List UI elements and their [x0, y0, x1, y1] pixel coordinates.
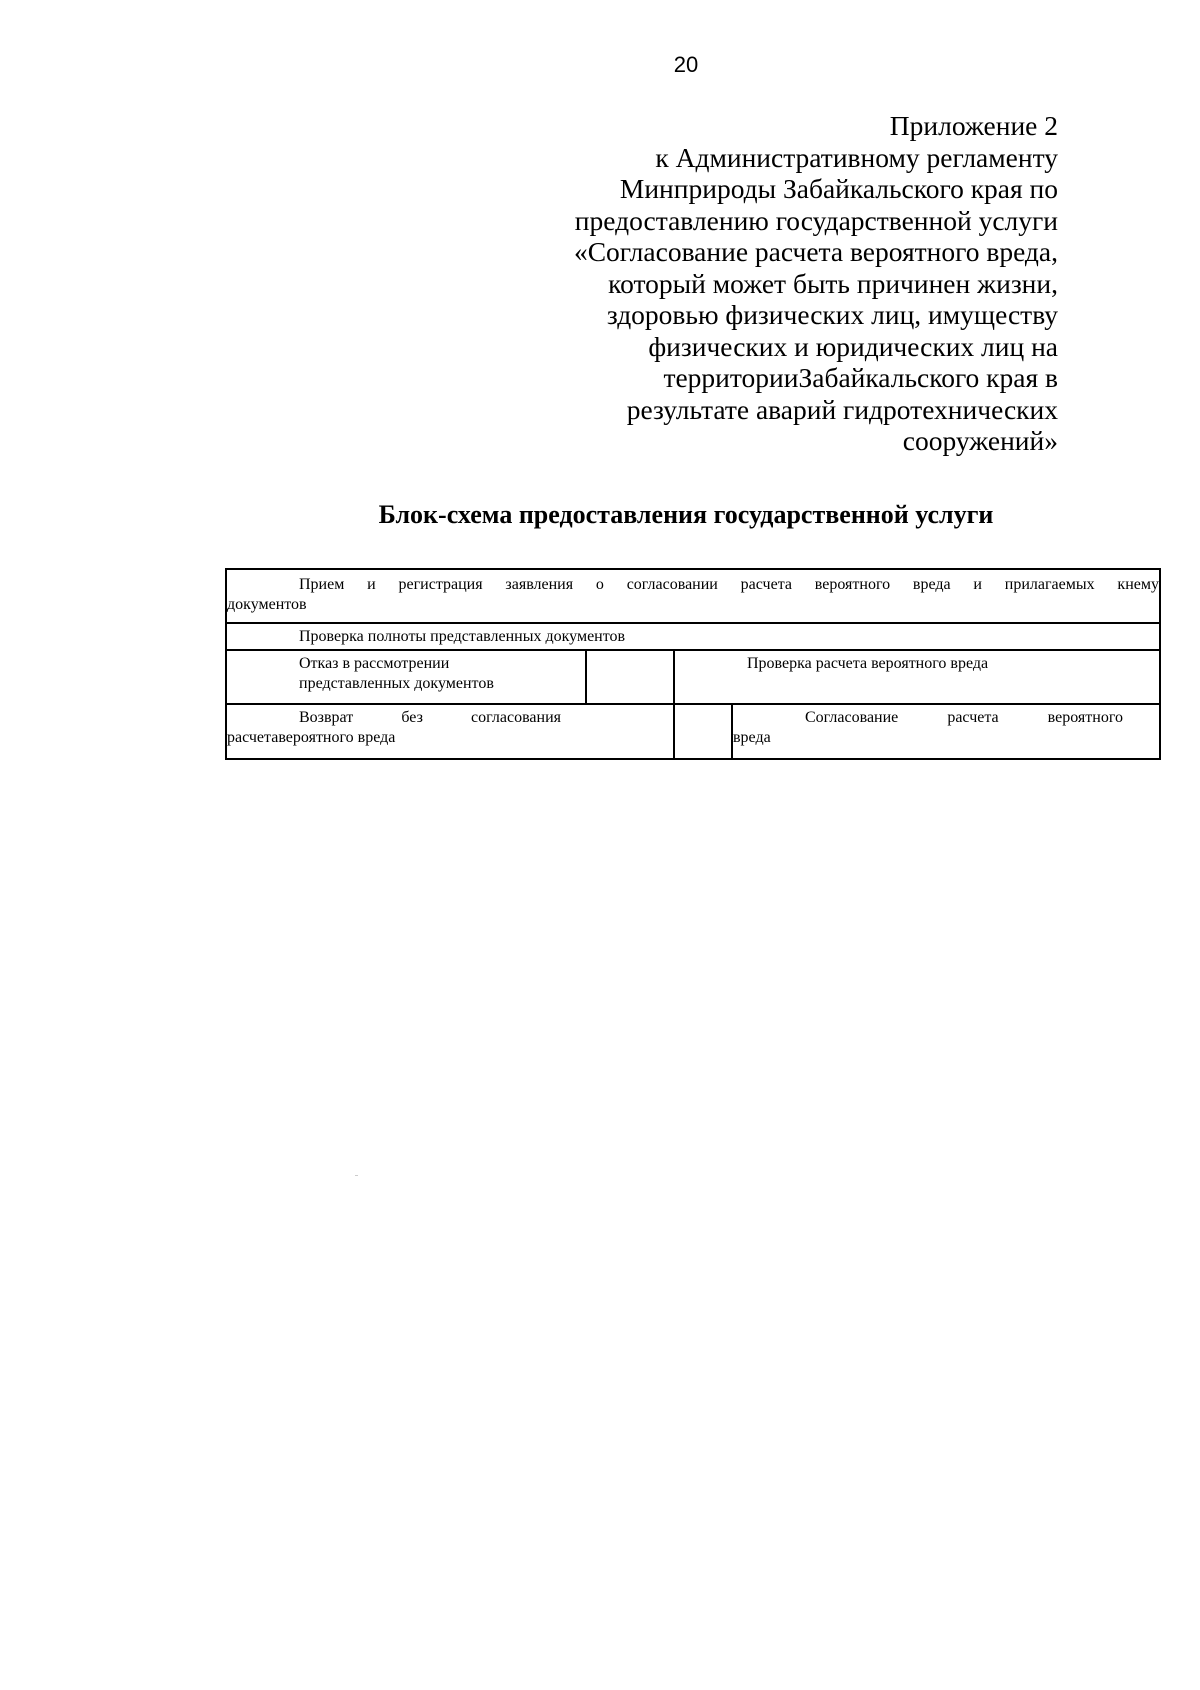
appendix-header: [438, 110, 1058, 457]
appendix-line: территорииЗабайкальского края в: [663, 362, 1058, 393]
flowchart-step-return: [227, 705, 675, 758]
flowchart-step-calculation-check: [675, 651, 1159, 703]
step-text: вреда: [733, 729, 771, 746]
flowchart-step-completeness-check: [227, 624, 1159, 651]
document-title: Блок-схема предоставления государственной услуги: [378, 500, 994, 529]
step-text: документов: [227, 596, 307, 613]
flowchart-spacer-cell: [587, 651, 675, 703]
appendix-line: Минприроды Забайкальского края по: [619, 173, 1058, 204]
flowchart-spacer-cell: [675, 705, 733, 758]
step-text: представленных документов: [299, 675, 494, 692]
appendix-line: «Согласование расчета вероятного вреда,: [573, 236, 1058, 267]
appendix-line: Приложение 2: [889, 110, 1058, 141]
scan-artifact: [355, 1175, 358, 1176]
appendix-line: здоровью физических лиц, имуществу: [606, 299, 1058, 330]
step-text: Проверка расчета вероятного вреда: [747, 655, 989, 672]
step-text: Возврат без согласования: [299, 709, 561, 726]
step-text: Прием и регистрация заявления о согласовании расчета вероятного вреда и прилагаемых кнему: [299, 576, 1159, 593]
appendix-line: сооружений»: [902, 425, 1058, 456]
step-text: расчетавероятного вреда: [227, 729, 396, 746]
appendix-line: к Административному регламенту: [655, 141, 1058, 173]
flowchart-step-reception: [227, 570, 1159, 624]
flowchart-table: [225, 568, 1161, 760]
appendix-line: который может быть причинен жизни,: [608, 267, 1058, 299]
step-text: Согласование расчета вероятного: [805, 709, 1123, 726]
appendix-line: предоставлению государственной услуги: [574, 204, 1058, 236]
flowchart-row-outcome: [227, 705, 1159, 758]
appendix-line: физических и юридических лиц на: [648, 330, 1058, 362]
step-text: Отказ в рассмотрении: [299, 655, 450, 672]
step-text: Проверка полноты представленных документов: [299, 628, 626, 645]
flowchart-row-decision: [227, 651, 1159, 705]
flowchart-step-refusal: [227, 651, 587, 703]
flowchart-step-approval: [733, 705, 1159, 758]
appendix-line: результате аварий гидротехнических: [626, 393, 1058, 425]
page-number: 20: [673, 52, 699, 77]
